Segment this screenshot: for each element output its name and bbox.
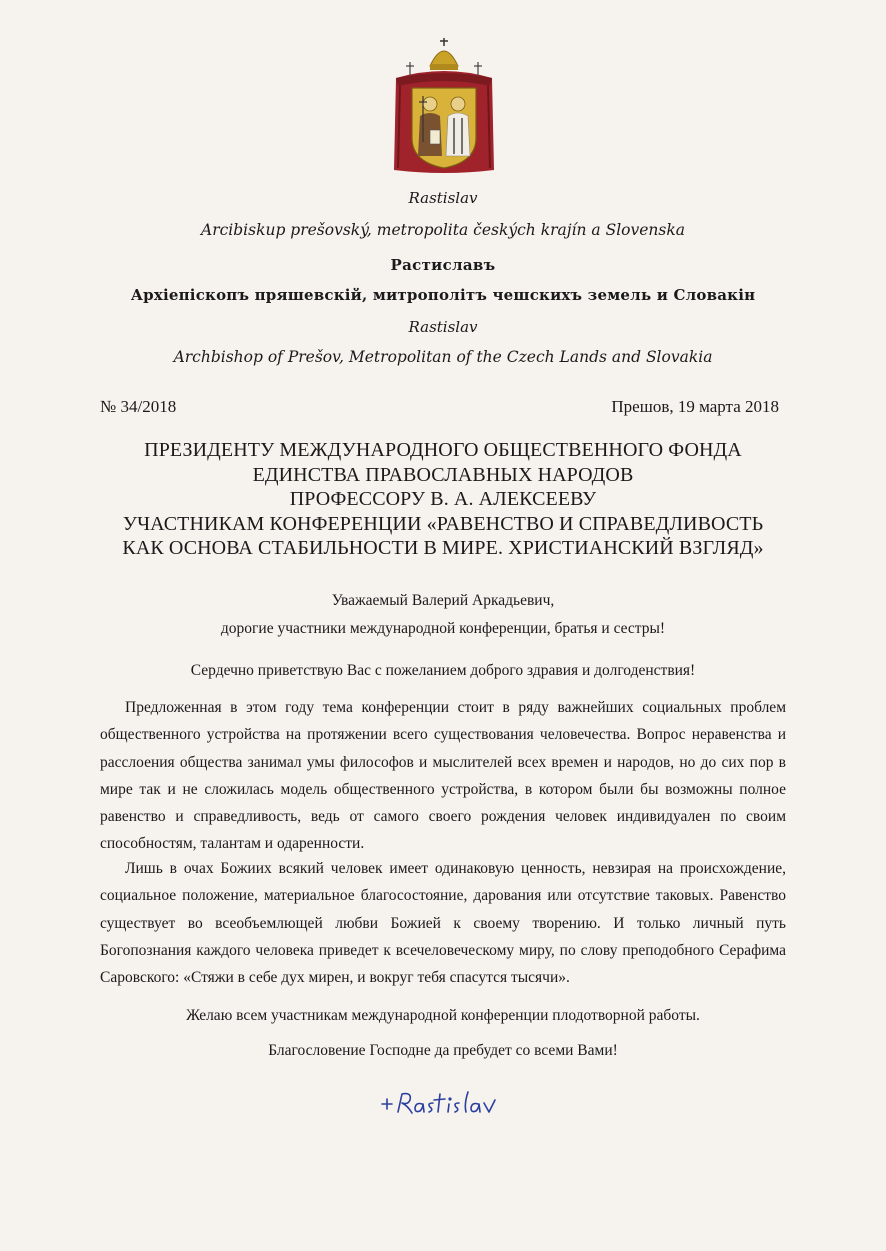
archbishop-name-english: Rastislav [408, 318, 478, 336]
archiepiscopal-coat-of-arms-icon [390, 38, 498, 176]
place-and-date: Прешов, 19 марта 2018 [611, 397, 779, 416]
archbishop-name-slavonic: Растиславъ [390, 256, 496, 274]
closing-blessing: Благословение Господне да пребудет со всеми Вами! [268, 1042, 618, 1059]
body-paragraph: Предложенная в этом году тема конференции стоит в ряду важнейших социальных проблем общественного устройства на протяжении всего существования человечества. Вопрос неравенства и расслоения общества занимал умы философов и мыслителей всех времен и народов, но до сих пор в мире так и не сложилась модель общественного устройства, в котором были бы возможны полное равенство и справедливость, ведь от самого своего рождения человек индивидуален по своим способностям, талантам и одаренности. [100, 699, 786, 853]
addressee-line: КАК ОСНОВА СТАБИЛЬНОСТИ В МИРЕ. ХРИСТИАНСКИЙ ВЗГЛЯД» [122, 537, 764, 559]
body-paragraph: Лишь в очах Божиих всякий человек имеет одинаковую ценность, невзирая на происхождение, социальное положение, материальное благосостояние, дарования или отсутствие таковых. Равенство существует во всеобъемлющей любви Божией к своему творению. И только личный путь Богопознания каждого человека приведет к всечеловеческому миру, по слову преподобного Серафима Саровского: «Стяжи в себе дух мирен, и вокруг тебя спасутся тысячи». [100, 860, 786, 987]
greeting-line: Сердечно приветствую Вас с пожеланием доброго здравия и долгоденствия! [190, 662, 696, 679]
addressee-line: ПРЕЗИДЕНТУ МЕЖДУНАРОДНОГО ОБЩЕСТВЕННОГО ФОНДА [144, 439, 742, 461]
document-number: № 34/2018 [100, 397, 177, 416]
addressee-block [0, 438, 886, 561]
archbishop-title-slavonic: Архіепіскопъ пряшевскій, митрополітъ чешскихъ земель и Словакін [130, 286, 756, 304]
archbishop-title-slovak: Arcibiskup prešovský, metropolita českých krajín a Slovenska [201, 221, 685, 239]
addressee-line: ПРОФЕССОРУ В. А. АЛЕКСЕЕВУ [289, 488, 597, 510]
archbishop-title-english: Archbishop of Prešov, Metropolitan of the Czech Lands and Slovakia [173, 348, 713, 366]
addressee-line: УЧАСТНИКАМ КОНФЕРЕНЦИИ «РАВЕНСТВО И СПРАВЕДЛИВОСТЬ [122, 512, 764, 535]
archbishop-name-latin: Rastislav [408, 189, 478, 207]
handwritten-signature [378, 1086, 528, 1122]
salutation-line: дорогие участники международной конференции, братья и сестры! [220, 620, 666, 637]
addressee-line: ЕДИНСТВА ПРАВОСЛАВНЫХ НАРОДОВ [252, 463, 634, 486]
closing-wish: Желаю всем участникам международной конференции плодотворной работы. [186, 1007, 700, 1024]
salutation-line: Уважаемый Валерий Аркадьевич, [331, 592, 555, 609]
